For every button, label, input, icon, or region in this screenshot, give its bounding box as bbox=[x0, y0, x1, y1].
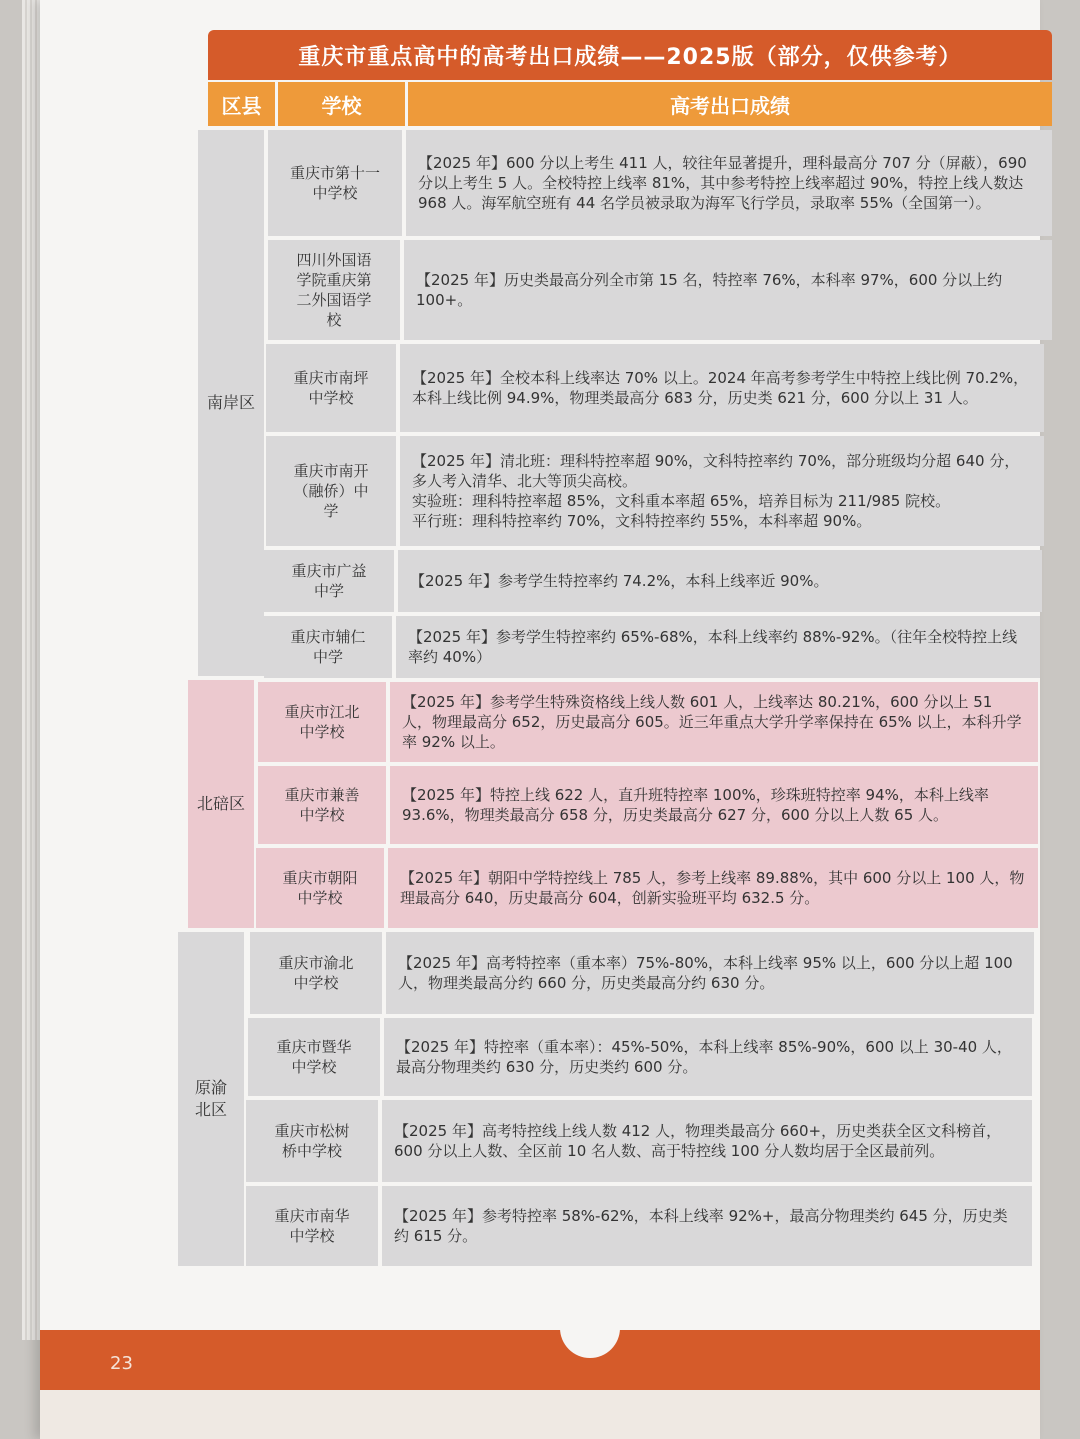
table-row bbox=[266, 344, 1044, 432]
school-result: 【2025 年】参考学生特控率约 74.2%，本科上线率近 90%。 bbox=[398, 550, 1042, 612]
page-number: 23 bbox=[110, 1353, 133, 1374]
table-row bbox=[258, 766, 1038, 844]
school-name: 重庆市第十一中学校 bbox=[268, 130, 402, 236]
school-name: 重庆市辅仁中学 bbox=[264, 616, 392, 678]
school-result: 【2025 年】特控上线 622 人，直升班特控率 100%，珍珠班特控率 94%，本科上线率 93.6%，物理类最高分 658 分，历史类最高分 627 分，600 分以上人数 65 人。 bbox=[390, 766, 1038, 844]
table-header bbox=[208, 82, 1052, 126]
school-name: 重庆市南开（融侨）中学 bbox=[266, 436, 396, 546]
school-result: 【2025 年】高考特控率（重本率）75%-80%，本科上线率 95% 以上，600 分以上超 100 人，物理类最高分约 660 分，历史类最高分约 630 分。 bbox=[386, 932, 1034, 1014]
school-name: 重庆市朝阳中学校 bbox=[256, 848, 384, 928]
header-result: 高考出口成绩 bbox=[408, 82, 1052, 126]
school-name: 重庆市松树桥中学校 bbox=[246, 1100, 378, 1182]
school-name: 重庆市广益中学 bbox=[264, 550, 394, 612]
district-cell: 北碚区 bbox=[188, 680, 254, 928]
page-footer bbox=[40, 1330, 1040, 1390]
page-title: 重庆市重点高中的高考出口成绩——2025版（部分，仅供参考） bbox=[208, 30, 1052, 80]
school-name: 重庆市兼善中学校 bbox=[258, 766, 386, 844]
table-row bbox=[264, 550, 1042, 612]
school-result: 【2025 年】600 分以上考生 411 人，较往年显著提升，理科最高分 707 分（屏蔽），690 分以上考生 5 人。全校特控上线率 81%，其中参考特控上线率超过 90%，特控上线人数达 968 人。海军航空班有 44 名学员被录取为海军飞行学员，录取率 55%（全国第一）。 bbox=[406, 130, 1052, 236]
school-result: 【2025 年】参考学生特殊资格线上线人数 601 人，上线率达 80.21%，600 分以上 51 人，物理最高分 652，历史最高分 605。近三年重点大学升学率保持在 65% 以上，本科升学率 92% 以上。 bbox=[390, 682, 1038, 762]
table-row bbox=[258, 682, 1038, 762]
table-row bbox=[256, 848, 1038, 928]
header-district: 区县 bbox=[208, 82, 278, 126]
table-row bbox=[268, 240, 1052, 340]
table-row bbox=[268, 130, 1052, 236]
school-result: 【2025 年】特控率（重本率）：45%-50%，本科上线率 85%-90%，600 以上 30-40 人，最高分物理类约 630 分，历史类约 600 分。 bbox=[384, 1018, 1032, 1096]
school-name: 重庆市暨华中学校 bbox=[248, 1018, 380, 1096]
district-cell: 原渝北区 bbox=[178, 932, 244, 1266]
table-row bbox=[246, 1100, 1032, 1182]
header-school: 学校 bbox=[278, 82, 408, 126]
school-result: 【2025 年】全校本科上线率达 70% 以上。2024 年高考参考学生中特控上线比例 70.2%，本科上线比例 94.9%，物理类最高分 683 分，历史类 621 分，600 分以上 31 人。 bbox=[400, 344, 1044, 432]
table-row bbox=[264, 616, 1040, 678]
school-name: 重庆市渝北中学校 bbox=[250, 932, 382, 1014]
school-result: 【2025 年】参考学生特控率约 65%-68%，本科上线率约 88%-92%。（往年全校特控上线率约 40%） bbox=[396, 616, 1040, 678]
school-result: 【2025 年】参考特控率 58%-62%，本科上线率 92%+，最高分物理类约 645 分，历史类约 615 分。 bbox=[382, 1186, 1032, 1266]
school-name: 四川外国语学院重庆第二外国语学校 bbox=[268, 240, 400, 340]
district-cell: 南岸区 bbox=[198, 130, 264, 676]
school-result: 【2025 年】高考特控线上线人数 412 人，物理类最高分 660+，历史类获全区文科榜首，600 分以上人数、全区前 10 名人数、高于特控线 100 分人数均居于全区最前列。 bbox=[382, 1100, 1032, 1182]
school-result: 【2025 年】历史类最高分列全市第 15 名，特控率 76%，本科率 97%，600 分以上约 100+。 bbox=[404, 240, 1052, 340]
school-result: 【2025 年】清北班：理科特控率超 90%，文科特控率约 70%，部分班级均分超 640 分，多人考入清华、北大等顶尖高校。 实验班：理科特控率超 85%，文科重本率超 65%，培养目标为 211/985 院校。 平行班：理科特控率约 70%，文科特控率约 55%，本科率超 90%。 bbox=[400, 436, 1044, 546]
table-row bbox=[246, 1186, 1032, 1266]
next-page-edge bbox=[40, 1390, 1040, 1439]
school-name: 重庆市南华中学校 bbox=[246, 1186, 378, 1266]
school-name: 重庆市南坪中学校 bbox=[266, 344, 396, 432]
school-result: 【2025 年】朝阳中学特控线上 785 人，参考上线率 89.88%，其中 600 分以上 100 人，物理最高分 640，历史最高分 604，创新实验班平均 632.5 分。 bbox=[388, 848, 1038, 928]
table-row bbox=[248, 1018, 1032, 1096]
table-row bbox=[266, 436, 1044, 546]
school-name: 重庆市江北中学校 bbox=[258, 682, 386, 762]
table-row bbox=[250, 932, 1034, 1014]
